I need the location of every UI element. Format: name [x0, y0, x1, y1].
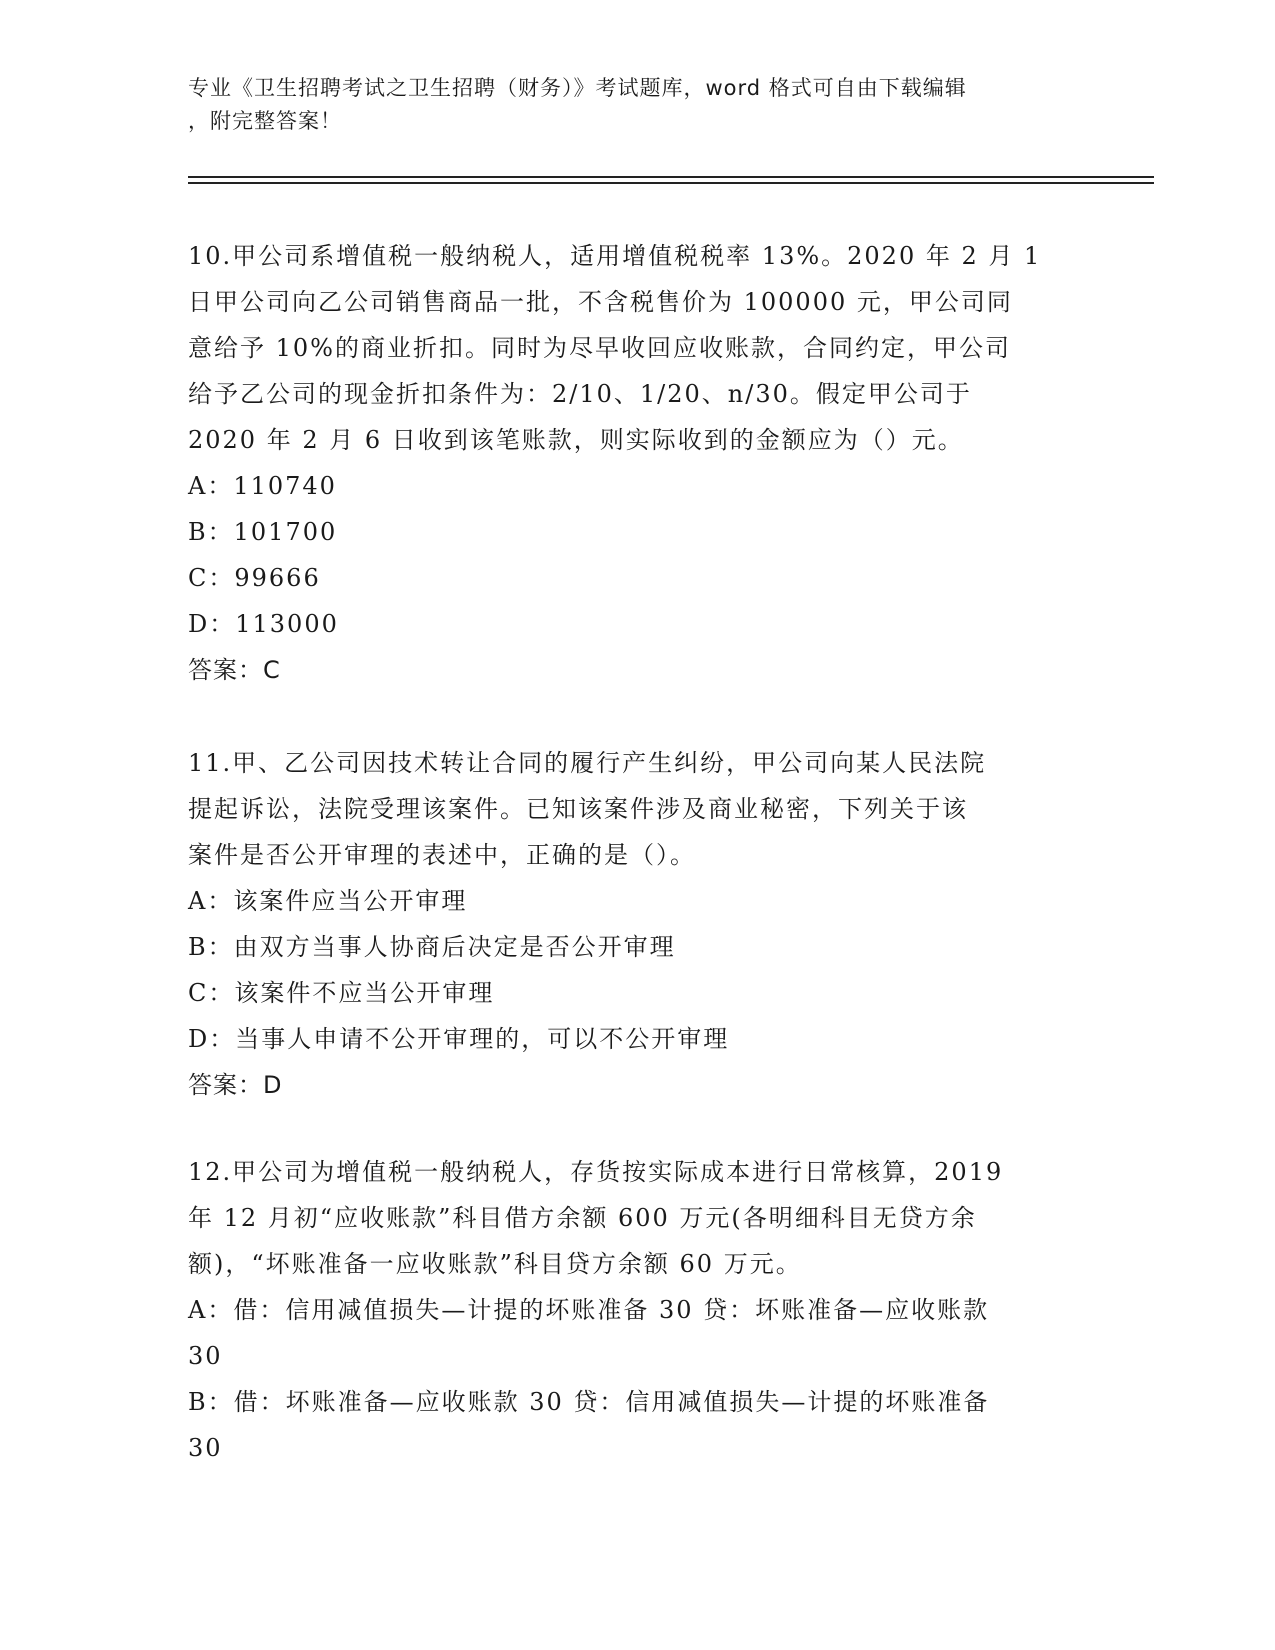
header-divider-bottom [188, 182, 1154, 184]
option-a: A：110740 [188, 472, 337, 500]
question-10 [188, 233, 1088, 693]
header-line: ，附完整答案！ [188, 109, 342, 133]
question-stem-line: 案件是否公开审理的表述中，正确的是（）。 [188, 841, 696, 869]
option-a-continued: 30 [188, 1342, 223, 1370]
option-c: C：该案件不应当公开审理 [188, 979, 495, 1007]
option-a: A：该案件应当公开审理 [188, 887, 468, 915]
option-d: D：当事人申请不公开审理的，可以不公开审理 [188, 1025, 730, 1053]
question-stem-line: 年 12 月初“应收账款”科目借方余额 600 万元(各明细科目无贷方余 [188, 1204, 977, 1232]
option-b: B：由双方当事人协商后决定是否公开审理 [188, 933, 676, 961]
question-stem-line: 提起诉讼，法院受理该案件。已知该案件涉及商业秘密，下列关于该 [188, 795, 968, 823]
answer-label: 答案：C [188, 656, 281, 684]
header-divider-top [188, 176, 1154, 178]
option-d: D：113000 [188, 610, 339, 638]
question-11 [188, 740, 1088, 1108]
header-line: 专业《卫生招聘考试之卫生招聘（财务）》考试题库，word 格式可自由下载编辑 [188, 76, 967, 100]
question-stem-line: 额)，“坏账准备一应收账款”科目贷方余额 60 万元。 [188, 1250, 802, 1278]
question-stem-line: 11.甲、乙公司因技术转让合同的履行产生纠纷，甲公司向某人民法院 [188, 749, 987, 777]
question-12 [188, 1149, 1088, 1471]
document-header [188, 72, 1068, 138]
option-a: A：借：信用减值损失—计提的坏账准备 30 贷：坏账准备—应收账款 [188, 1296, 990, 1324]
option-b: B：101700 [188, 518, 338, 546]
option-c: C：99666 [188, 564, 321, 592]
question-stem-line: 意给予 10%的商业折扣。同时为尽早收回应收账款，合同约定，甲公司 [188, 334, 1011, 362]
question-stem-line: 12.甲公司为增值税一般纳税人，存货按实际成本进行日常核算，2019 [188, 1158, 1004, 1186]
question-stem-line: 日甲公司向乙公司销售商品一批，不含税售价为 100000 元，甲公司同 [188, 288, 1013, 316]
question-stem-line: 给予乙公司的现金折扣条件为：2/10、1/20、n/30。假定甲公司于 [188, 380, 972, 408]
question-stem-line: 10.甲公司系增值税一般纳税人，适用增值税税率 13%。2020 年 2 月 1 [188, 242, 1042, 270]
question-stem-line: 2020 年 2 月 6 日收到该笔账款，则实际收到的金额应为（）元。 [188, 426, 964, 454]
answer-label: 答案：D [188, 1071, 283, 1099]
option-b-continued: 30 [188, 1434, 223, 1462]
option-b: B：借：坏账准备—应收账款 30 贷：信用减值损失—计提的坏账准备 [188, 1388, 990, 1416]
